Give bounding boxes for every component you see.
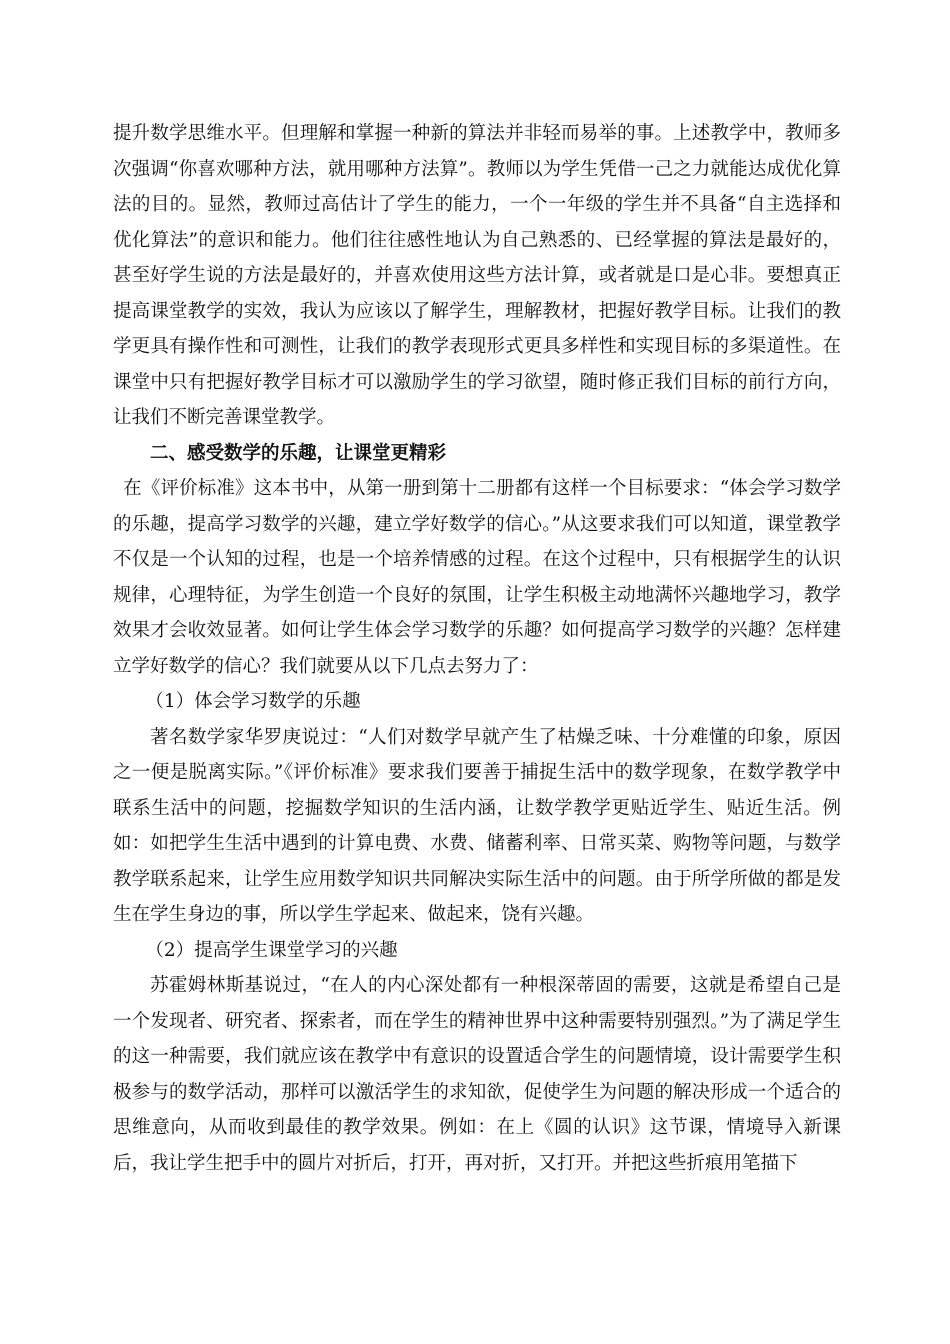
- paragraph-1: 提升数学思维水平。但理解和掌握一种新的算法并非轻而易举的事。上述教学中，教师多次强调“你喜欢哪种方法，就用哪种方法算”。教师以为学生凭借一己之力就能达成优化算法的目的。显然，教师过高估计了学生的能力，一个一年级的学生并不具备“自主选择和优化算法”的意识和能力。他们往往感性地认为自己熟悉的、已经掌握的算法是最好的，甚至好学生说的方法是最好的，并喜欢使用这些方法计算，或者就是口是心非。要想真正提高课堂教学的实效，我认为应该以了解学生，理解教材，把握好教学目标。让我们的教学更具有操作性和可测性，让我们的教学表现形式更具多样性和实现目标的多渠道性。在课堂中只有把握好教学目标才可以激励学生的学习欲望，随时修正我们目标的前行方向，让我们不断完善课堂教学。: [113, 123, 841, 428]
- paragraph-4: 苏霍姆林斯基说过，“在人的内心深处都有一种根深蒂固的需要，这就是希望自己是一个发现者、研究者、探索者，而在学生的精神世界中这种需要特别强烈。”为了满足学生的这一种需要，我们就应该在教学中有意识的设置适合学生的问题情境，设计需要学生积极参与的数学活动，那样可以激活学生的求知欲，促使学生为问题的解决形成一个适合的思维意向，从而收到最佳的教学效果。例如：在上《圆的认识》这节课，情境导入新课后，我让学生把手中的圆片对折后，打开，再对折，又打开。并把这些折痕用笔描下: [113, 975, 841, 1174]
- subheading-1: （1）体会学习数学的乐趣: [145, 691, 361, 712]
- document-page: [113, 116, 841, 1181]
- section-heading-2: 二、感受数学的乐趣，让课堂更精彩: [150, 442, 447, 464]
- subheading-2: （2）提高学生课堂学习的兴趣: [145, 939, 398, 961]
- paragraph-2: 在《评价标准》这本书中，从第一册到第十二册都有这样一个目标要求：“体会学习数学的乐趣，提高学习数学的兴趣，建立学好数学的信心。”从这要求我们可以知道，课堂教学不仅是一个认知的过程，也是一个培养情感的过程。在这个过程中，只有根据学生的认识规律，心理特征，为学生创造一个良好的氛围，让学生积极主动地满怀兴趣地学习，教学效果才会收效显著。如何让学生体会学习数学的乐趣？如何提高学习数学的兴趣？怎样建立学好数学的信心？我们就要从以下几点去努力了：: [113, 478, 841, 677]
- paragraph-3: 著名数学家华罗庚说过：“人们对数学早就产生了枯燥乏味、十分难懂的印象，原因之一便是脱离实际。”《评价标准》要求我们要善于捕捉生活中的数学现象，在数学教学中联系生活中的问题，挖掘数学知识的生活内涵，让数学教学更贴近学生、贴近生活。例如：如把学生生活中遇到的计算电费、水费、储蓄利率、日常买菜、购物等问题，与数学教学联系起来，让学生应用数学知识共同解决实际生活中的问题。由于所学所做的都是发生在学生身边的事，所以学生学起来、做起来，饶有兴趣。: [113, 726, 841, 925]
